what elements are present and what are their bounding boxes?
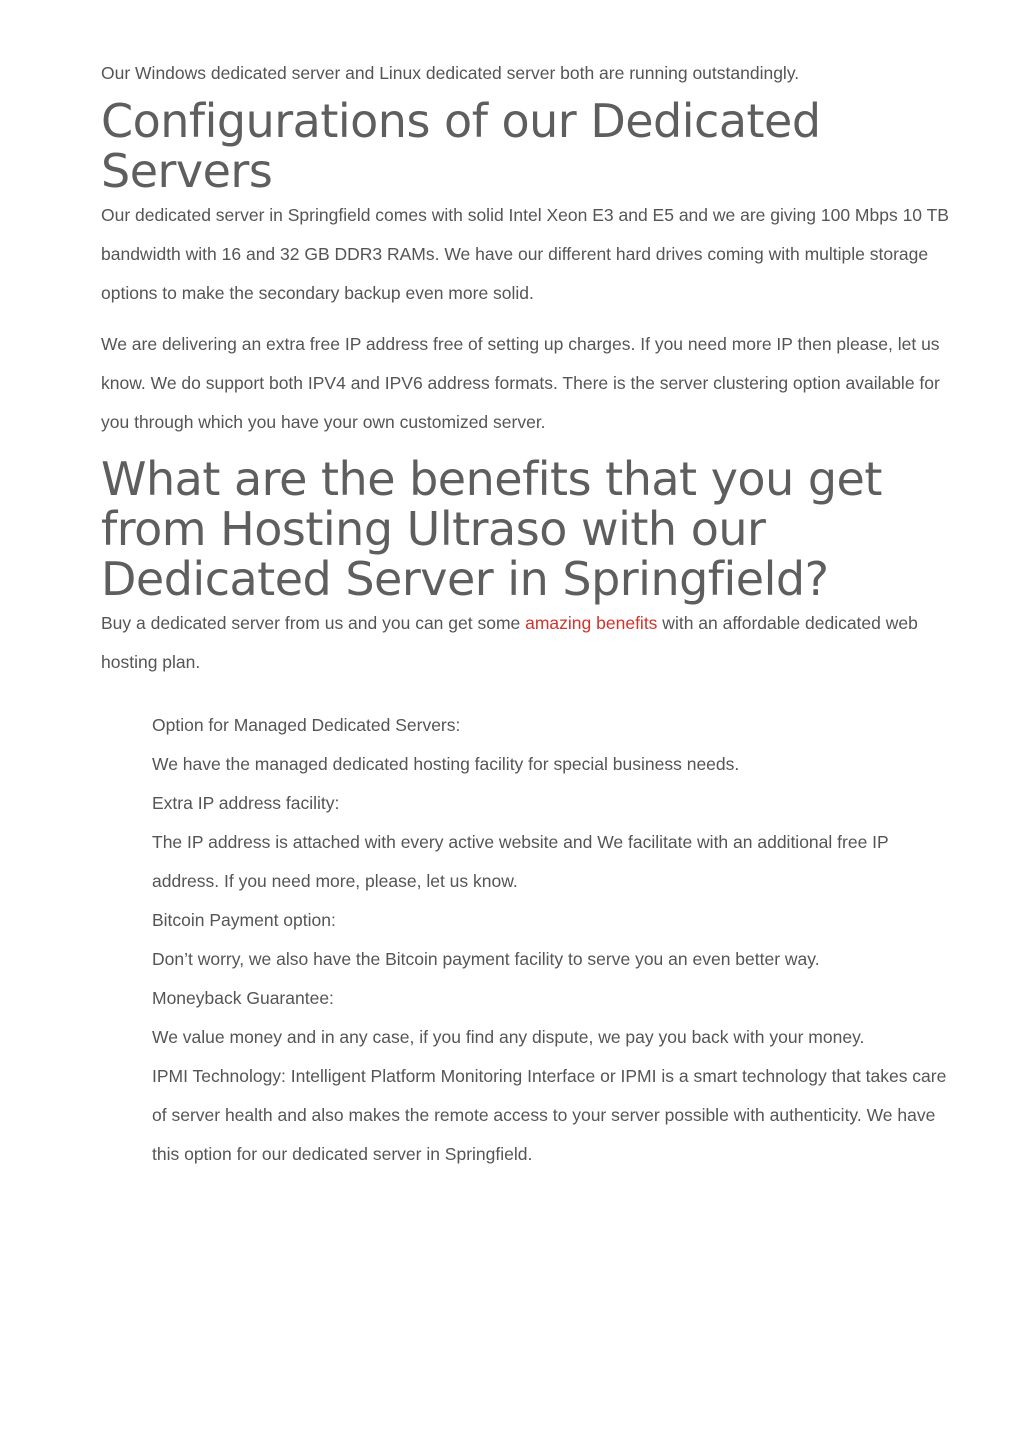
list-item: The IP address is attached with every active website and We facilitate with an additional free IP address. If you need more, please, let us know. — [152, 832, 889, 891]
list-item: Moneyback Guarantee: — [152, 988, 334, 1008]
document-page — [101, 58, 961, 1174]
intro-text: Our Windows dedicated server and Linux dedicated server both are running outstandingly. — [101, 63, 800, 83]
benefits-intro-paragraph — [101, 604, 961, 682]
list-item: We have the managed dedicated hosting facility for special business needs. — [152, 754, 740, 774]
configurations-paragraph-1: Our dedicated server in Springfield comes with solid Intel Xeon E3 and E5 and we are giving 100 Mbps 10 TB bandwidth with 16 and 32 GB DDR3 RAMs. We have our different hard drives coming with multiple storage options to make the secondary backup even more solid. — [101, 205, 949, 303]
list-item: Extra IP address facility: — [152, 793, 340, 813]
benefits-intro-text-end: with an affordable dedicated web hosting plan. — [101, 613, 918, 672]
benefits-heading: What are the benefits that you get from Hosting Ultraso with our Dedicated Server in Springfield? — [101, 452, 882, 606]
list-item: Bitcoin Payment option: — [152, 910, 336, 930]
benefits-intro-text: Buy a dedicated server from us and you can get some — [101, 613, 526, 633]
list-item: Option for Managed Dedicated Servers: — [152, 715, 461, 735]
amazing-benefits-link[interactable]: amazing benefits — [525, 613, 658, 633]
configurations-heading: Configurations of our Dedicated Servers — [101, 94, 821, 198]
list-item: We value money and in any case, if you find any dispute, we pay you back with your money. — [152, 1027, 865, 1047]
list-item: IPMI Technology: Intelligent Platform Monitoring Interface or IPMI is a smart technology that takes care of server health and also makes the remote access to your server possible with authenticity. We have this option for our dedicated server in Springfield. — [152, 1066, 947, 1164]
benefits-list — [152, 706, 952, 1174]
list-item: Don’t worry, we also have the Bitcoin payment facility to serve you an even better way. — [152, 949, 820, 969]
configurations-paragraph-2: We are delivering an extra free IP address free of setting up charges. If you need more IP then please, let us know. We do support both IPV4 and IPV6 address formats. There is the server clustering option available for you through which you have your own customized server. — [101, 334, 940, 432]
